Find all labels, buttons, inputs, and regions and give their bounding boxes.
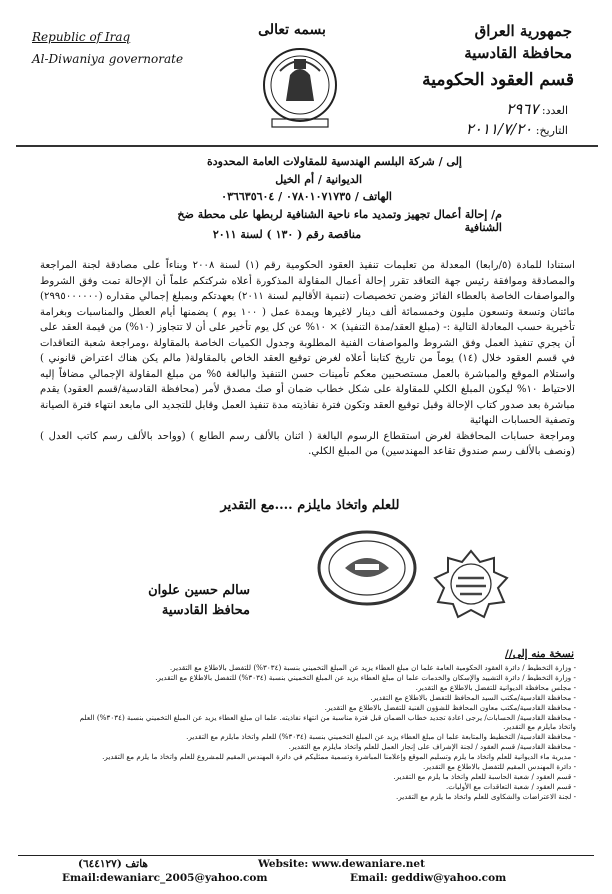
footer-phone: هاتف (٦٤٤١٢٧) [78,858,148,870]
copies-list [31,663,576,802]
tender-reference: مناقصة رقم ( ١٣٠ ) لسنة ٢٠١١ [212,228,362,241]
body-paragraph-2: ومراجعة حسابات المحافظة لغرض استقطاع الرسوم البالغة ( اثنان بالألف رسم الطابع ) (وواحد بالألف رسم كاتب العدل ) (ونصف بالألف رسم صندوق تقاعد المهندسين) من المبلغ الكلي. [40,430,575,457]
copy-recipient: - محافظة القادسية/ الحسابات/ يرجى اعادة تجديد خطاب الضمان قبل فترة مناسبة من انتهاء نفاذيته. علما ان مبلغ العطاء يزيد عن المبلغ التخميني بنسبة (٣٠٣٤%) العلم [79,712,576,722]
copy-recipient: واتخاذ مايلزم مع التقدير. [503,722,576,732]
signatory-name: سالم حسين علوان [148,583,250,598]
official-stamp-icon [315,528,420,608]
footer-email-primary[interactable]: Email:dewaniarc_2005@yahoo.com [62,872,268,884]
copy-recipient: - لجنة الاعتراضات والشكاوى للعلم واتخاذ ما يلزم مع التقدير. [396,791,576,801]
copy-recipient: - محافظة القادسية/ قسم العقود / لجنة الإشراف على إنجاز العمل للعلم واتخاذ مايلزم مع التقدير. [288,742,576,752]
document-date [466,120,568,138]
copy-recipient: - محافظة القادسية/ التخطيط والمتابعة علما ان مبلغ العطاء يزيد عن المبلغ التخميني بنسبة (٣٠٣٤%) للعلم واتخاذ مايلزم مع التقدير. [186,732,576,742]
document-date-label: التاريخ: [535,124,568,137]
basmala: بسمه تعالى [258,22,326,38]
governorate-name-english: Al-Diwaniya governorate [32,52,184,66]
document-number-label: العدد: [541,104,568,117]
signatory-title: محافظ القادسية [161,603,250,618]
copy-recipient: - وزارة التخطيط / دائرة التشييد والإسكان والخدمات علما ان مبلغ العطاء يزيد عن المبلغ التخميني بنسبة (٣٠٣٤%) للتفضل بالاطلاع مع التقدير. [155,672,576,682]
copy-recipient: - مديرية ماء الديوانية للعلم واتخاذ ما يلزم وتسليم الموقع وإعلامنا المباشرة وتسمية ممثليكم في دائرة المهندس المقيم للمشروع للعلم واتخاذ ما يلزم مع التقدير. [102,752,576,762]
document-date-value: ٢٠١١/٧/٢٠ [465,120,533,138]
copy-recipient: - وزارة التخطيط / دائرة العقود الحكومية العامة علما ان مبلغ العطاء يزيد عن المبلغ التخميني بنسبة (٣٠٣٤%) للتفضل بالاطلاع مع التقدير. [169,663,576,672]
body-paragraph-1: استنادا للمادة (٥/رابعا) المعدلة من تعليمات تنفيذ العقود الحكومية رقم (١) لسنة ٢٠٠٨ وبناءاً على مصادقة لجنة المراجعة والمصادقة وموافقة رئيس جهة التعاقد تقرر إحالة أعمال المقاولة المذكورة أعلاه شركتكم علماً أن الإحالة تمت وفق الشروط والمواصفات الخاصة بالعطاء الفائز وضمن تخصيصات (تنمية الأقاليم لسنة ٢٠١١) بعهدتكم وبمبلغ إجمالي مقداره (٢٩٩٥٠٠٠٠٠٠) مائتان وتسعة وتسعون مليون وخمسمائة ألف دينار لاغيرها ويمدة عمل ( ١٠٠ يوم ) يضمنها أيام العطل والمناسبات وبغرامة تأخيرية حسب المعادلة التالية :- (مبلغ العقد/مدة التنفيذ) × ١٠% عن كل يوم تأخير على أن لا تتجاوز (١٠%) من قيمة العقد على أن يجري تنفيذ العمل وفق الشروط والمواصفات الفنية المطلوبة وجدول الكميات الخاصة بالمقاولة ،ومراجعة شعبة التعاقدات في قسم العقود خلال (١٤) يوماً من تاريخ كتابنا أعلاه لغرض توقيع العقد الخاص بالمقاولة( مالم يكن هناك اعتراض قانوني ) واستلام الموقع والمباشرة بالعمل مستصحبين معكم تأمينات حسن التنفيذ والبالغة ٥% من مبلغ المقاولة الإجمالي مضافاً إليه الاحتياط ١٠% ليكون المبلغ الكلي للمقاولة على شكل خطاب ضمان أو صك مصدق لأمر (محافظة القادسية/قسم العقود) يقدم مباشرة بعد صدور كتاب الإحالة وقبل توقيع العقد وتكون فترة نفاذيته مدة تنفيذ العمل وقابل للتجديد الى مابعد انتهاء فترة الصيانة وتصفية الحسابات النهائية [40,260,576,426]
footer-website[interactable]: Website: www.dewaniare.net [258,858,425,870]
letter-body [40,258,575,460]
footer-email-secondary[interactable]: Email: geddiw@yahoo.com [350,872,507,884]
document-number-value: ٢٩٦٧ [506,100,539,118]
footer-divider [18,855,594,856]
header-divider [16,145,598,147]
copies-heading: نسخة منه إلى// [505,648,574,660]
recipient-address: الديوانية / أم الخيل [275,173,362,186]
copy-recipient: - محافظة القادسية/مكتب السيد المحافظ للتفضل بالاطلاع مع التقدير. [370,692,576,702]
document-number [506,100,568,118]
copy-recipient: - دائرة المهندس المقيم للتفضل بالاطلاع مع التقدير. [423,762,576,772]
closing-line: للعلم واتخاذ مايلزم ....مع التقدير [220,498,400,513]
department-name-arabic: قسم العقود الحكومية [422,70,574,90]
copy-recipient: - قسم العقود / شعبة التعاقدات مع الأوليات. [445,781,576,791]
copy-recipient: - محافظة القادسية/مكتب معاون المحافظ للشؤون الفنية للتفضل بالاطلاع مع التقدير. [324,702,576,712]
copy-recipient: - مجلس محافظة الديوانية للتفضل بالاطلاع مع التقدير. [415,682,576,692]
recipient-company: إلى / شركة البلسم الهندسية للمقاولات العامة المحدودة [206,155,462,168]
governorate-emblem-icon [250,45,350,133]
copy-recipient: - قسم العقود / شعبة الحاسبة للعلم واتخاذ ما يلزم مع التقدير. [393,771,576,781]
governorate-name-arabic: محافظة القادسية [464,44,572,62]
country-name-english: Republic of Iraq [32,30,131,44]
letter-subject: م/ إحالة أعمال تجهيز وتمديد ماء ناحية الشنافية لربطها على محطة ضخ الشنافية [177,208,502,234]
department-seal-icon [432,548,510,620]
country-name-arabic: جمهورية العراق [474,22,572,40]
recipient-phone: الهاتف / ٠٧٨٠١٠٧١٧٣٥ / ٠٣٦٦٣٥٦٠٤ [221,190,392,203]
